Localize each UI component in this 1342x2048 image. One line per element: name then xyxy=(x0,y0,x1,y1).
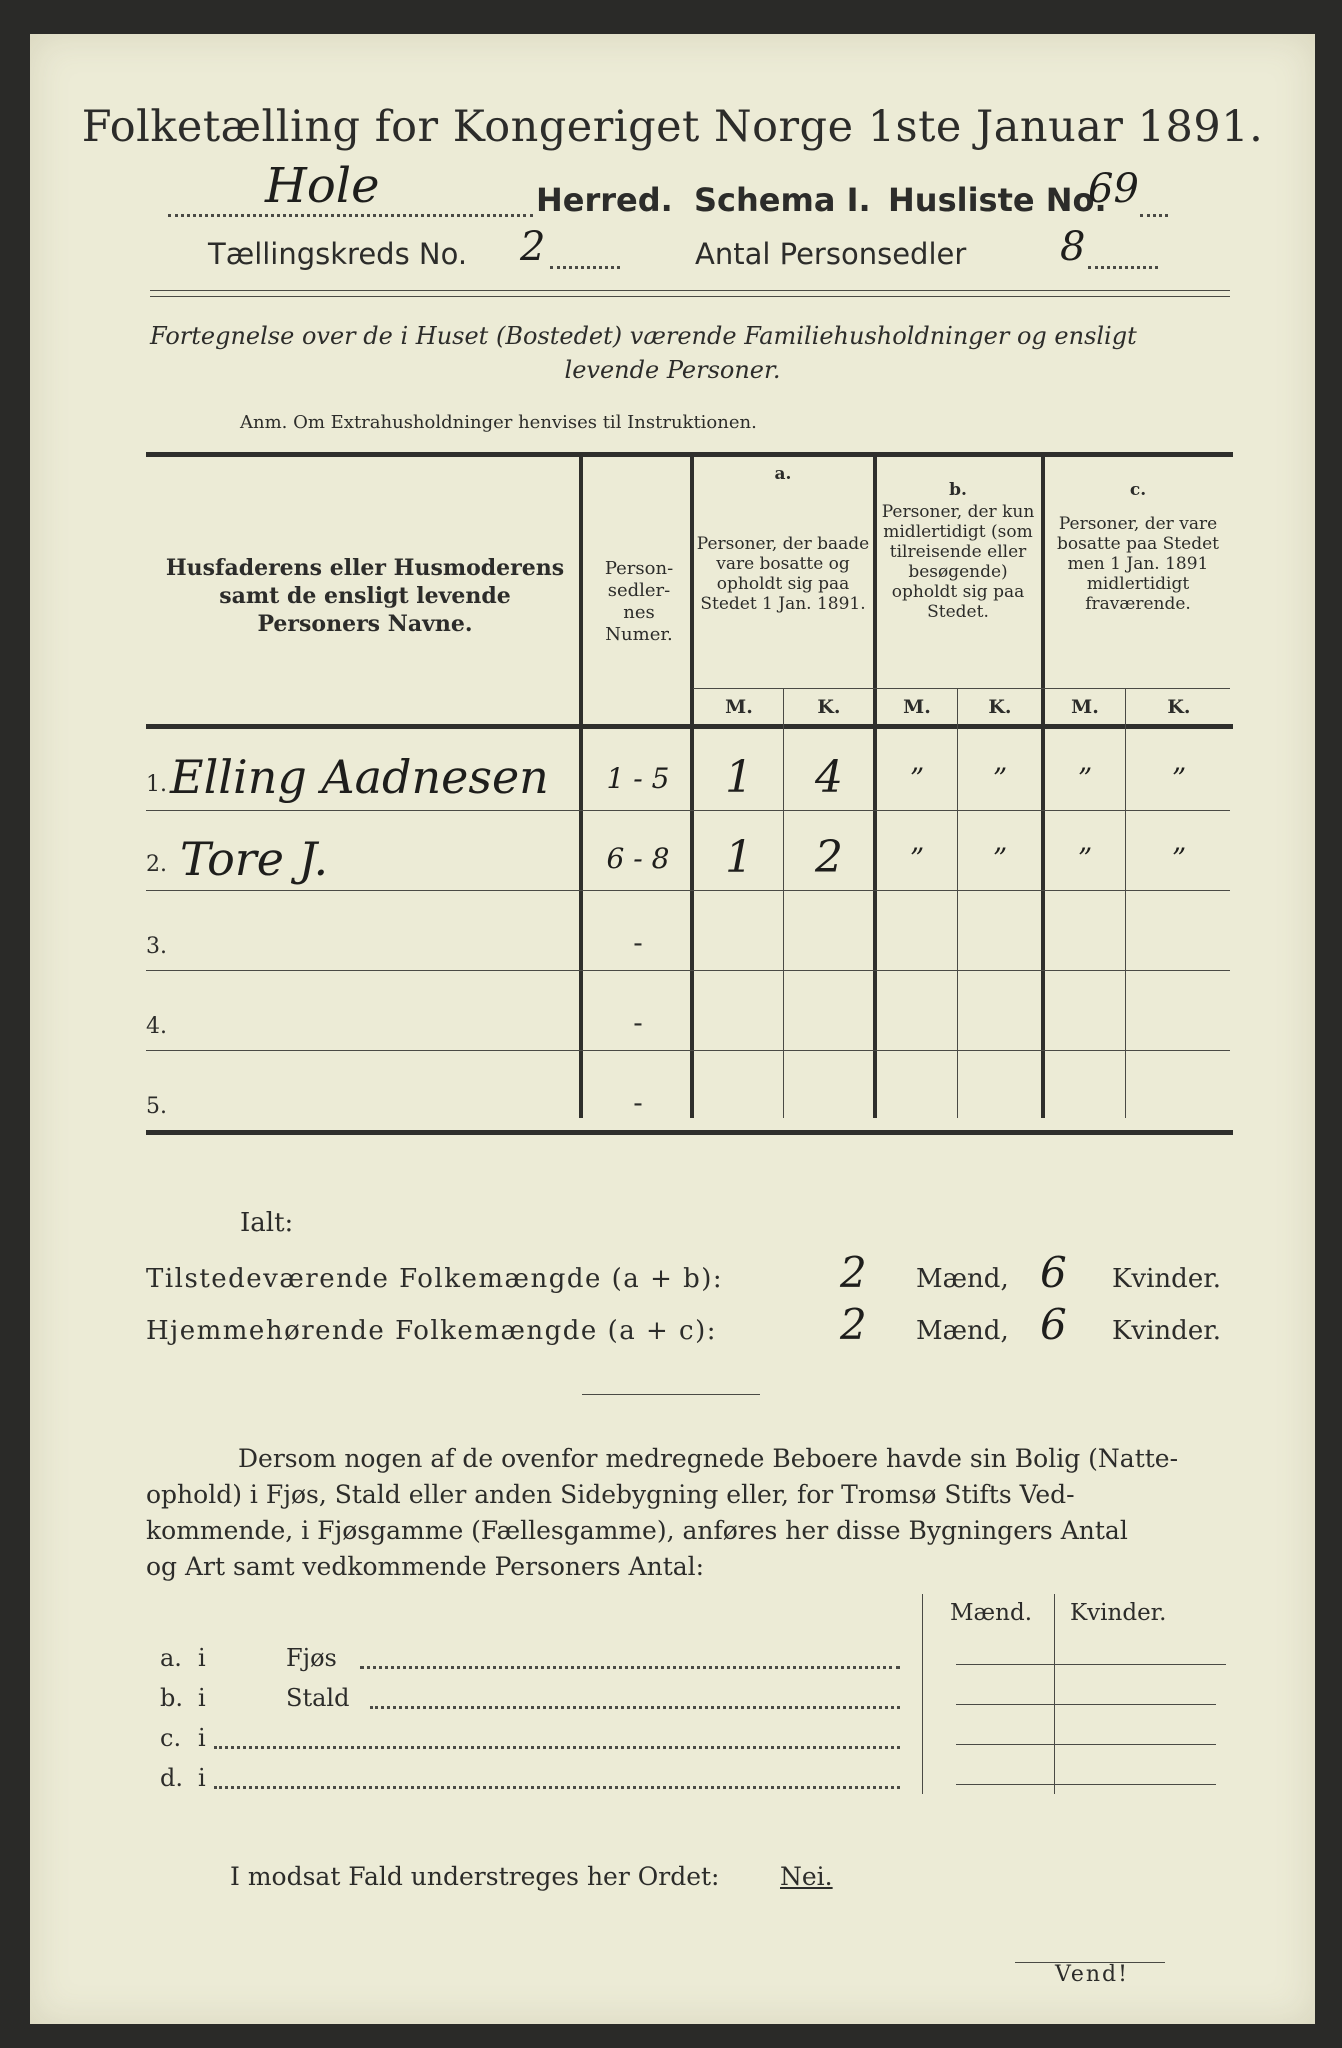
row-5-numer: - xyxy=(633,1086,643,1119)
item-b-prep: i xyxy=(198,1684,206,1712)
item-a-label: Fjøs xyxy=(286,1644,337,1672)
hjemme-label: Hjemmehørende Folkemængde (a + c): xyxy=(146,1316,717,1346)
header-rule-1 xyxy=(150,290,1230,291)
row-1-b-m: ” xyxy=(909,762,925,795)
buildings-col-divider-1 xyxy=(922,1594,923,1794)
c-k-label: K. xyxy=(1167,696,1191,718)
row-1-c-m: ” xyxy=(1077,762,1093,795)
row-3-number: 3. xyxy=(146,934,167,959)
a-mk-divider xyxy=(783,688,784,1118)
row-1-number: 1. xyxy=(146,772,167,797)
hjemme-maend-value: 2 xyxy=(840,1300,867,1349)
buildings-para-2: ophold) i Fjøs, Stald eller anden Sidebygning eller, for Tromsø Stifts Ved- xyxy=(146,1480,1075,1509)
buildings-para-1: Dersom nogen af de ovenfor medregnede Beboere havde sin Bolig (Natte- xyxy=(238,1444,1179,1473)
item-b-letter: b. xyxy=(160,1684,183,1712)
buildings-para-3: kommende, i Fjøsgamme (Fællesgamme), anføres her disse Bygningers Antal xyxy=(146,1516,1128,1545)
buildings-maend-header: Mænd. xyxy=(950,1600,1033,1626)
row-1-a-m: 1 xyxy=(725,752,753,803)
row-4-rule xyxy=(146,1050,1230,1051)
herred-label: Herred. xyxy=(536,181,673,219)
item-b-dots xyxy=(370,1706,900,1709)
nei-sentence: I modsat Fald understreges her Ordet: xyxy=(230,1862,720,1891)
schema-label: Schema I. xyxy=(694,181,871,219)
row-2-b-k: ” xyxy=(992,842,1008,875)
item-b-label: Stald xyxy=(286,1684,350,1712)
row-1-a-k: 4 xyxy=(815,752,843,803)
c-mk-divider xyxy=(1125,688,1126,1118)
row-2-number: 2. xyxy=(146,852,167,877)
census-form xyxy=(30,34,1315,2024)
b-m-label: M. xyxy=(903,696,931,718)
col-c-letter: c. xyxy=(1129,480,1147,500)
item-a-letter: a. xyxy=(160,1644,182,1672)
col-divider-names xyxy=(579,456,583,1118)
a-m-label: M. xyxy=(725,696,753,718)
hjemme-maend-label: Mænd, xyxy=(916,1316,1009,1346)
item-d-letter: d. xyxy=(160,1764,183,1792)
row-1-rule xyxy=(146,810,1230,811)
row-2-a-m: 1 xyxy=(725,832,753,883)
a-k-label: K. xyxy=(817,696,841,718)
col-c-header: Personer, der vare bosatte paa Stedet men 1 Jan. 1891 midlertidigt fraværende. xyxy=(1057,514,1219,614)
item-a-dots xyxy=(360,1666,900,1669)
item-a-line xyxy=(956,1664,1226,1665)
row-2-a-k: 2 xyxy=(815,832,843,883)
row-2-rule xyxy=(146,890,1230,891)
intro-line-2: levende Personer. xyxy=(564,356,781,384)
vend-label: Vend! xyxy=(1055,1962,1129,1987)
tilstede-kvinder-label: Kvinder. xyxy=(1112,1264,1222,1294)
col-a-letter: a. xyxy=(774,464,792,484)
tilstede-label: Tilstedeværende Folkemængde (a + b): xyxy=(146,1264,724,1294)
antal-dotted-line xyxy=(1088,266,1158,269)
buildings-kvinder-header: Kvinder. xyxy=(1070,1600,1167,1626)
item-c-prep: i xyxy=(198,1724,206,1752)
form-title: Folketælling for Kongeriget Norge 1ste Januar 1891. xyxy=(81,102,1264,152)
row-4-number: 4. xyxy=(146,1014,167,1039)
nei-word: Nei. xyxy=(780,1862,833,1891)
item-c-letter: c. xyxy=(160,1724,182,1752)
row-2-b-m: ” xyxy=(909,842,925,875)
row-1-numer: 1 - 5 xyxy=(606,762,670,795)
tilstede-maend-label: Mænd, xyxy=(916,1264,1009,1294)
item-a-prep: i xyxy=(198,1644,206,1672)
row-1-c-k: ” xyxy=(1171,762,1187,795)
item-c-line xyxy=(956,1744,1216,1745)
ialt-label: Ialt: xyxy=(240,1208,294,1238)
b-k-label: K. xyxy=(988,696,1012,718)
col-a-header: Personer, der baade vare bosatte og opholdt sig paa Stedet 1 Jan. 1891. xyxy=(696,534,870,614)
husliste-dotted-line xyxy=(1140,214,1168,217)
col-names-header: Husfaderens eller Husmoderens samt de ensligt levende Personers Navne. xyxy=(165,555,565,637)
row-2-c-m: ” xyxy=(1077,842,1093,875)
buildings-col-divider-2 xyxy=(1054,1594,1055,1794)
col-divider-a xyxy=(873,456,877,1118)
row-5-number: 5. xyxy=(146,1094,167,1119)
herred-dotted-line xyxy=(168,214,533,217)
herred-value: Hole xyxy=(265,158,380,214)
antal-label: Antal Personsedler xyxy=(695,237,967,271)
tilstede-maend-value: 2 xyxy=(840,1248,867,1297)
header-rule-2 xyxy=(150,296,1230,297)
row-1-b-k: ” xyxy=(992,762,1008,795)
kreds-label: Tællingskreds No. xyxy=(208,237,468,271)
col-numer-header: Person-sedler-nes Numer. xyxy=(604,558,674,645)
b-mk-divider xyxy=(957,688,958,1118)
row-4-numer: - xyxy=(633,1006,643,1039)
item-d-prep: i xyxy=(198,1764,206,1792)
hjemme-kvinder-label: Kvinder. xyxy=(1112,1316,1222,1346)
row-2-name: Tore J. xyxy=(180,832,329,886)
husliste-value: 69 xyxy=(1088,166,1139,212)
section-divider xyxy=(582,1394,760,1395)
col-divider-b xyxy=(1041,456,1045,1118)
tilstede-kvinder-value: 6 xyxy=(1040,1248,1067,1297)
buildings-para-4: og Art samt vedkommende Personers Antal: xyxy=(146,1552,705,1581)
kreds-value: 2 xyxy=(520,224,546,270)
anm-note: Anm. Om Extrahusholdninger henvises til Instruktionen. xyxy=(240,412,757,433)
col-b-letter: b. xyxy=(949,480,967,500)
row-1-name: Elling Aadnesen xyxy=(170,750,549,804)
antal-value: 8 xyxy=(1060,224,1086,270)
item-d-dots xyxy=(214,1786,900,1789)
item-b-line xyxy=(956,1704,1216,1705)
table-bottom-rule xyxy=(146,1130,1233,1135)
intro-line-1: Fortegnelse over de i Huset (Bostedet) værende Familiehusholdninger og ensligt xyxy=(150,322,1137,350)
hjemme-kvinder-value: 6 xyxy=(1040,1300,1067,1349)
mk-top-rule xyxy=(693,688,1230,689)
row-2-numer: 6 - 8 xyxy=(606,842,670,875)
item-c-dots xyxy=(214,1746,900,1749)
col-divider-numer xyxy=(690,456,694,1118)
kreds-dotted-line xyxy=(550,266,620,269)
col-b-header: Personer, der kun midlertidigt (som tilreisende eller besøgende) opholdt sig paa Stedet. xyxy=(881,502,1035,622)
row-3-numer: - xyxy=(633,926,643,959)
c-m-label: M. xyxy=(1071,696,1099,718)
husliste-label: Husliste No. xyxy=(888,181,1107,219)
item-d-line xyxy=(956,1784,1216,1785)
row-3-rule xyxy=(146,970,1230,971)
row-2-c-k: ” xyxy=(1171,842,1187,875)
table-header-bottom-rule xyxy=(146,724,1233,729)
